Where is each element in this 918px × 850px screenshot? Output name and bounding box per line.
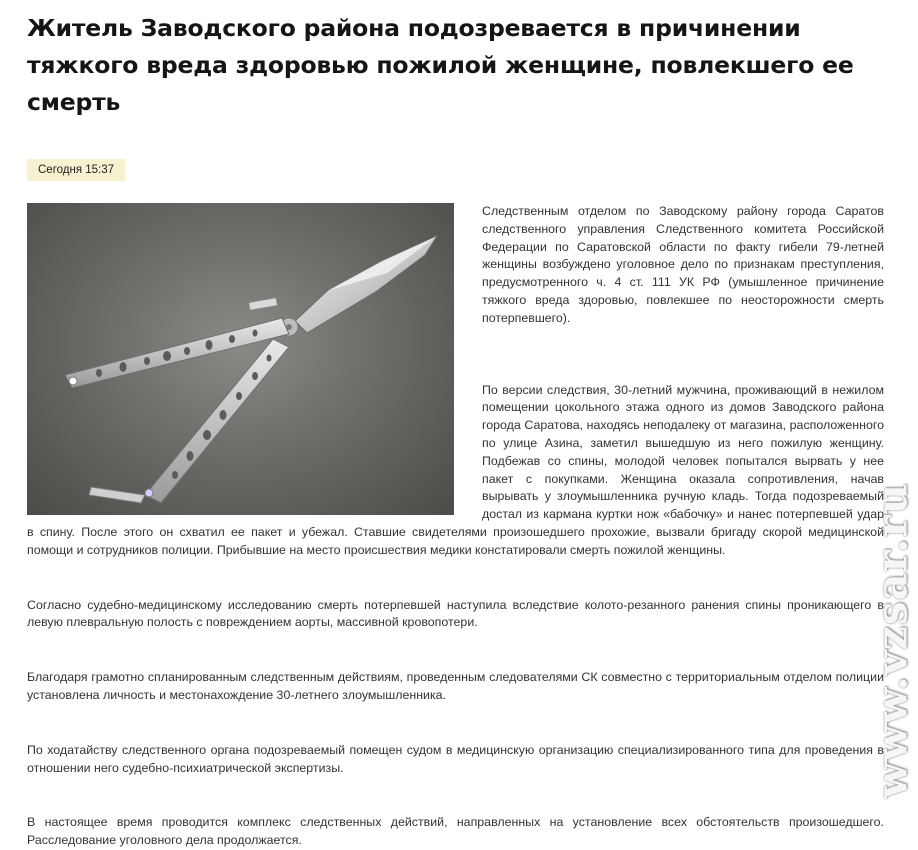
paragraph-2: По версии следствия, 30-летний мужчина, проживающий в нежилом помещении цокольного этажа одного из домов Заводского района города Саратова, находясь неподалеку от магазина, расположенного по улице Азина, заметил вышедшую из него пожилую женщину. Подбежав со спины, молодой человек попытался вырвать у нее пакет с покупками. Женщина оказала сопротивления, начав вырывать у злоумышленника ручную кладь. Тогда подозреваемый достал из кармана куртки нож «бабочку» и нанес потерпевшей удар в спину. После этого он схватил ее пакет и убежал. Ставшие свидетелями произошедшего прохожие, вызвали бригаду скорой медицинской помощи и сотрудников полиции. Прибывшие на место происшествия медики констатировали смерть пожилой женщины. [27,382,884,557]
paragraph-6: В настоящее время проводится комплекс следственных действий, направленных на установление всех обстоятельств произошедшего. Расследование уголовного дела продолжается. [27,815,884,848]
article-title: Житель Заводского района подозревается в причинении тяжкого вреда здоровью пожилой женщине, повлекшего ее смерть [27,14,854,116]
paragraph-3: Согласно судебно-медицинскому исследованию смерть потерпевшей наступила вследствие колото-резанного ранения спины проникающего в левую плевральную полость с повреждением аорты, массивной кровопотери. [27,597,884,630]
article-body [27,203,884,850]
date-badge: Сегодня 15:37 [27,159,125,181]
paragraph-1: Следственным отделом по Заводскому району города Саратов следственного управления Следственного комитета Российской Федерации по Саратовской области по факту гибели 79-летней женщины возбуждено уголовное дело по признакам преступления, предусмотренного ч. 4 ст. 111 УК РФ (умышленное причинение тяжкого вреда здоровью, повлекшее по неосторожности смерть потерпевшего). [482,204,884,325]
watermark-text: www.vzsar.ru [867,482,917,798]
site-watermark [866,470,918,810]
butterfly-knife-illustration [27,203,454,515]
article-photo[interactable] [27,203,454,515]
paragraph-5: По ходатайству следственного органа подозреваемый помещен судом в медицинскую организацию специализированного типа для проведения в отношении него судебно-психиатрической экспертизы. [27,742,884,775]
paragraph-4: Благодаря грамотно спланированным следственным действиям, проведенным следователями СК совместно с территориальным отделом полиции установлена личность и местонахождение 30-летнего злоумышленника. [27,670,884,702]
